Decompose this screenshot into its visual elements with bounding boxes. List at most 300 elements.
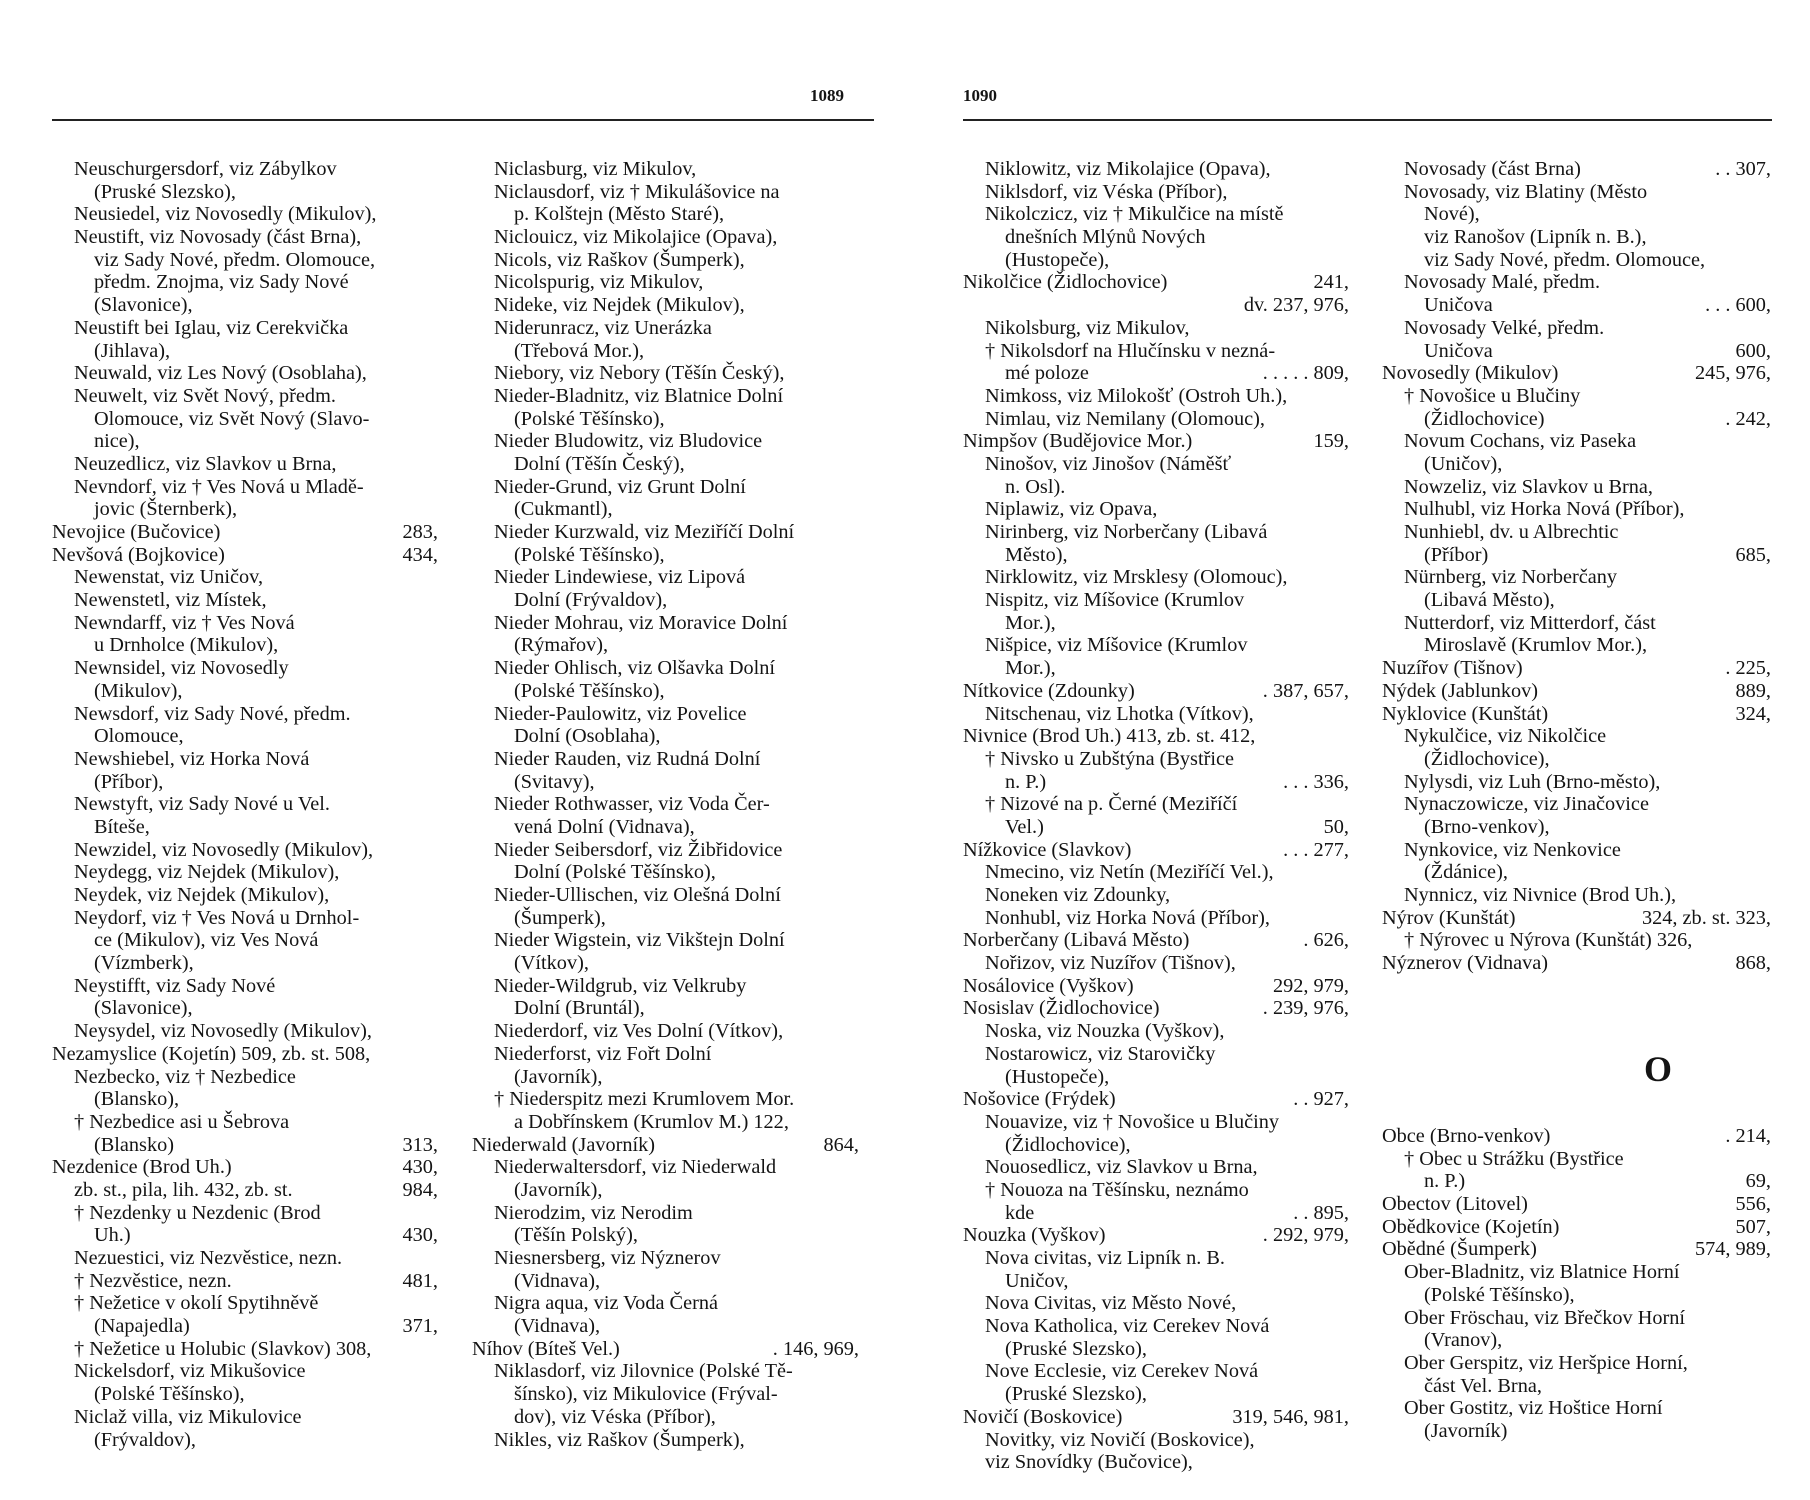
index-entry-line <box>1382 907 1771 930</box>
index-entry-line <box>963 226 1349 249</box>
index-entry-text: † Nezdenky u Nezdenic (Brod <box>74 1201 321 1224</box>
index-entry-line <box>52 453 438 476</box>
index-entry-line <box>1382 408 1771 431</box>
index-entry-line <box>963 703 1349 726</box>
index-entry-text: Neuwelt, viz Svět Nový, předm. <box>74 384 336 407</box>
index-entry-line <box>52 1020 438 1043</box>
index-entry-text: Nieder-Ullischen, viz Olešná Dolní <box>494 884 781 906</box>
index-entry-page-ref: 371, <box>402 1315 438 1338</box>
index-entry-line <box>1382 521 1771 544</box>
index-entry-text: Nimkoss, viz Milokošť (Ostroh Uh.), <box>985 384 1288 407</box>
index-entry-line <box>963 408 1349 431</box>
index-entry-line <box>52 1043 438 1066</box>
index-entry-page-ref: . 626, <box>1303 929 1349 952</box>
index-entry-text: Neysydel, viz Novosedly (Mikulov), <box>74 1020 372 1043</box>
index-entry-text: Newndarff, viz † Ves Nová <box>74 611 295 634</box>
index-entry-line <box>1382 1307 1771 1330</box>
index-entry-page-ref: 556, <box>1735 1193 1771 1216</box>
index-entry-line <box>52 249 438 272</box>
index-entry-text: Vel.) <box>1005 815 1044 838</box>
index-entry-text: Niclausdorf, viz † Mikulášovice na <box>494 180 780 203</box>
index-entry-line <box>472 1270 859 1293</box>
index-entry-text: Nowzeliz, viz Slavkov u Brna, <box>1404 475 1653 498</box>
index-entry-line <box>52 340 438 363</box>
index-entry-line <box>1382 317 1771 340</box>
index-entry-page-ref: 600, <box>1735 339 1771 362</box>
index-entry-line <box>472 1406 859 1429</box>
index-entry-text: (Polské Těšínsko), <box>514 407 665 430</box>
index-entry-text: Newenstetl, viz Místek, <box>74 589 267 612</box>
index-entry-text: † Nikolsdorf na Hlučínsku v nezná- <box>985 339 1276 362</box>
index-entry-line <box>963 1020 1349 1043</box>
index-entry-text: (Cukmantl), <box>514 498 613 521</box>
index-entry-page-ref: 889, <box>1735 679 1771 702</box>
index-entry-line <box>472 271 859 294</box>
index-entry-text: Nunhiebl, dv. u Albrechtic <box>1404 521 1619 543</box>
index-entry-text: Nieder Wigstein, viz Vikštejn Dolní <box>494 929 785 952</box>
index-entry-line <box>472 703 859 726</box>
index-entry-text: vená Dolní (Vidnava), <box>514 815 695 838</box>
index-entry-line <box>472 430 859 453</box>
index-entry-line <box>1382 793 1771 816</box>
index-entry-text: (Javorník), <box>514 1065 603 1088</box>
index-entry-page-ref: 50, <box>1323 815 1349 838</box>
index-entry-line <box>1382 1375 1771 1398</box>
index-entry-line <box>963 521 1349 544</box>
index-entry-line <box>472 1020 859 1043</box>
index-entry-text: Nispitz, viz Míšovice (Krumlov <box>985 589 1245 612</box>
index-entry-text: Nideke, viz Nejdek (Mikulov), <box>494 294 745 317</box>
index-entry-line <box>963 453 1349 476</box>
index-entry-text: (Slavonice), <box>94 997 193 1020</box>
index-entry-text: (Slavonice), <box>94 294 193 317</box>
index-entry-line <box>472 612 859 635</box>
index-entry-line <box>1382 226 1771 249</box>
index-entry-line <box>52 362 438 385</box>
index-entry-line <box>1382 294 1771 317</box>
index-entry-line <box>1382 861 1771 884</box>
index-entry-line <box>52 181 438 204</box>
index-entry-line <box>472 1088 859 1111</box>
index-entry-line <box>963 1338 1349 1361</box>
index-entry-text: kde <box>1005 1201 1035 1224</box>
index-entry-text: Nieder Rothwasser, viz Voda Čer- <box>494 793 770 816</box>
index-entry-line <box>1382 771 1771 794</box>
index-entry-line <box>1382 1216 1771 1239</box>
index-entry-line <box>52 861 438 884</box>
index-entry-text: Neystifft, viz Sady Nové <box>74 974 276 997</box>
index-entry-page-ref: dv. 237, 976, <box>1243 294 1349 317</box>
index-entry-line <box>472 498 859 521</box>
index-entry-text: Nyklovice (Kunštát) <box>1382 702 1549 725</box>
index-entry-page-ref: . . . . . 809, <box>1262 362 1349 385</box>
index-entry-line <box>472 1315 859 1338</box>
index-entry-text: † Novošice u Blučiny <box>1404 384 1581 407</box>
index-entry-line <box>472 453 859 476</box>
index-entry-text: Uničova <box>1424 294 1493 317</box>
index-entry-text: (Těšín Polský), <box>514 1224 638 1247</box>
index-entry-text: (Hustopeče), <box>1005 248 1110 271</box>
index-entry-line <box>472 1134 859 1157</box>
index-entry-line <box>472 385 859 408</box>
index-entry-text: Nieder Mohrau, viz Moravice Dolní <box>494 611 788 634</box>
index-entry-text: Norberčany (Libavá Město) <box>963 929 1190 952</box>
index-entry-text: Newzidel, viz Novosedly (Mikulov), <box>74 838 374 861</box>
index-entry-text: (Mikulov), <box>94 679 183 702</box>
index-entry-text: Nošovice (Frýdek) <box>963 1088 1116 1111</box>
index-entry-line <box>963 294 1349 317</box>
index-entry-text: Obce (Brno-venkov) <box>1382 1125 1551 1147</box>
index-entry-text: † Nezvěstice, nezn. <box>74 1269 232 1292</box>
index-entry-text: Dolní (Polské Těšínsko), <box>514 861 716 884</box>
index-entry-line <box>472 476 859 499</box>
index-entry-text: Nouosedlicz, viz Slavkov u Brna, <box>985 1156 1258 1179</box>
index-entry-text: Novičí (Boskovice) <box>963 1405 1123 1428</box>
index-entry-text: Nynaczowicze, viz Jinačovice <box>1404 793 1649 816</box>
index-entry-text: Nmecino, viz Netín (Meziříčí Vel.), <box>985 861 1274 884</box>
index-entry-line <box>52 1292 438 1315</box>
index-entry-text: Nieder-Bladnitz, viz Blatnice Dolní <box>494 384 784 407</box>
index-entry-line <box>963 362 1349 385</box>
index-entry-text: Nieder Ohlisch, viz Olšavka Dolní <box>494 657 776 680</box>
index-entry-text: Nevšová (Bojkovice) <box>52 543 225 566</box>
index-entry-line <box>472 1429 859 1452</box>
index-entry-text: (Příbor) <box>1424 543 1489 566</box>
index-entry-line <box>963 657 1349 680</box>
index-entry-page-ref: 292, 979, <box>1272 974 1349 997</box>
index-entry-text: † Niederspitz mezi Krumlovem Mor. <box>494 1088 795 1111</box>
index-entry-text: Newshiebel, viz Horka Nová <box>74 747 310 770</box>
index-entry-line <box>472 158 859 181</box>
index-entry-text: p. Kolštejn (Město Staré), <box>514 203 725 226</box>
index-entry-line <box>472 1043 859 1066</box>
index-entry-line <box>52 1338 438 1361</box>
index-entry-line <box>52 430 438 453</box>
index-entry-text: Nicolspurig, viz Mikulov, <box>494 271 704 294</box>
index-entry-line <box>52 1134 438 1157</box>
index-entry-line <box>52 589 438 612</box>
index-entry-text: Neustift, viz Novosady (část Brna), <box>74 226 362 249</box>
index-entry-text: Nitschenau, viz Lhotka (Vítkov), <box>985 702 1254 725</box>
index-entry-page-ref: 984, <box>402 1178 438 1201</box>
index-entry-line <box>52 1202 438 1225</box>
index-column-1 <box>52 158 438 1451</box>
index-entry-line <box>963 1134 1349 1157</box>
index-entry-line <box>1382 1238 1771 1261</box>
index-entry-line <box>472 203 859 226</box>
index-entry-text: (Svitavy), <box>514 770 595 793</box>
index-entry-text: † Nizové na p. Černé (Meziříčí <box>985 793 1238 816</box>
index-entry-line <box>1382 271 1771 294</box>
index-entry-text: Nivnice (Brod Uh.) 413, zb. st. 412, <box>963 725 1256 748</box>
index-entry-line <box>963 589 1349 612</box>
index-entry-text: Niclouicz, viz Mikolajice (Opava), <box>494 226 778 249</box>
index-entry-text: † Nýrovec u Nýrova (Kunštát) 326, <box>1404 929 1693 952</box>
index-entry-line <box>52 521 438 544</box>
index-entry-text: (Polské Těšínsko), <box>94 1383 245 1406</box>
header-rule-left <box>52 119 874 121</box>
index-entry-line <box>963 566 1349 589</box>
index-entry-line <box>1382 385 1771 408</box>
index-entry-text: n. P.) <box>1424 1170 1466 1193</box>
index-entry-line <box>472 793 859 816</box>
index-entry-line <box>52 1066 438 1089</box>
index-entry-page-ref: 245, 976, <box>1694 362 1771 385</box>
index-entry-text: Nezdenice (Brod Uh.) <box>52 1156 232 1179</box>
index-entry-text: Nítkovice (Zdounky) <box>963 679 1135 702</box>
index-entry-text: Nürnberg, viz Norberčany <box>1404 566 1618 589</box>
index-entry-line <box>963 1383 1349 1406</box>
index-entry-text: Nierodzim, viz Nerodim <box>494 1201 693 1224</box>
index-entry-text: Nova Civitas, viz Město Nové, <box>985 1292 1237 1315</box>
index-entry-line <box>1382 453 1771 476</box>
index-entry-text: Niederwaltersdorf, viz Niederwald <box>494 1156 777 1179</box>
index-entry-text: Nýznerov (Vidnava) <box>1382 952 1549 975</box>
index-entry-text: Novum Cochans, viz Paseka <box>1404 430 1637 453</box>
index-entry-line <box>52 498 438 521</box>
index-entry-text: Newsdorf, viz Sady Nové, předm. <box>74 702 351 725</box>
index-entry-text: Nove Ecclesie, viz Cerekev Nová <box>985 1360 1259 1383</box>
index-entry-text: Niplawiz, viz Opava, <box>985 498 1158 521</box>
index-entry-text: Nýrov (Kunštát) <box>1382 906 1516 929</box>
index-entry-line <box>472 816 859 839</box>
index-entry-text: (Vítkov), <box>514 952 589 975</box>
index-entry-text: Niclaž villa, viz Mikulovice <box>74 1405 302 1428</box>
index-entry-text: Nieder-Grund, viz Grunt Dolní <box>494 475 746 498</box>
index-entry-page-ref: 313, <box>402 1133 438 1156</box>
index-entry-line <box>1382 1420 1771 1443</box>
index-entry-text: Nieder-Wildgrub, viz Velkruby <box>494 974 747 997</box>
index-entry-text: viz Sady Nové, předm. Olomouce, <box>1424 248 1706 271</box>
index-entry-line <box>52 612 438 635</box>
index-entry-text: (Pruské Slezsko), <box>1005 1383 1147 1406</box>
index-entry-line <box>963 1429 1349 1452</box>
index-entry-line <box>1382 1261 1771 1284</box>
index-entry-line <box>52 158 438 181</box>
index-entry-text: Nieder Rauden, viz Rudná Dolní <box>494 747 761 770</box>
index-entry-text: Niderunracz, viz Unerázka <box>494 316 712 339</box>
index-entry-text: (Pruské Slezsko), <box>94 180 236 203</box>
index-entry-line <box>472 1111 859 1134</box>
index-entry-line <box>472 907 859 930</box>
index-entry-text: Ober Gostitz, viz Hoštice Horní <box>1404 1397 1663 1420</box>
index-entry-text: Nicols, viz Raškov (Šumperk), <box>494 248 745 271</box>
index-entry-line <box>1382 952 1771 975</box>
index-entry-line <box>963 1270 1349 1293</box>
index-entry-text: (Hustopeče), <box>1005 1065 1110 1088</box>
index-entry-text: Nutterdorf, viz Mitterdorf, část <box>1404 611 1656 634</box>
index-column-3 <box>963 158 1349 1474</box>
index-entry-line <box>52 680 438 703</box>
index-entry-text: Obědkovice (Kojetín) <box>1382 1215 1560 1238</box>
index-entry-line <box>52 793 438 816</box>
index-entry-page-ref: . . . 277, <box>1283 838 1349 861</box>
index-entry-page-ref: 283, <box>402 521 438 543</box>
index-entry-text: Níhov (Bíteš Vel.) <box>472 1337 620 1360</box>
index-column-4-section-o <box>1382 1125 1771 1443</box>
index-entry-line <box>963 725 1349 748</box>
index-entry-line <box>472 929 859 952</box>
index-entry-text: (Vízmberk), <box>94 952 194 975</box>
index-entry-line <box>1382 181 1771 204</box>
index-entry-text: Nynkovice, viz Nenkovice <box>1404 838 1621 861</box>
index-entry-text: Obědné (Šumperk) <box>1382 1238 1537 1261</box>
index-entry-text: Noneken viz Zdounky, <box>985 884 1171 906</box>
index-entry-page-ref: 159, <box>1313 430 1349 453</box>
index-entry-line <box>52 952 438 975</box>
index-entry-line <box>963 1111 1349 1134</box>
index-entry-line <box>1382 748 1771 771</box>
index-entry-text: dnešních Mlýnů Nových <box>1005 226 1206 249</box>
index-entry-text: viz Sady Nové, předm. Olomouce, <box>94 248 376 271</box>
index-entry-text: Bíteše, <box>94 815 150 838</box>
index-entry-text: Nimpšov (Budějovice Mor.) <box>963 430 1193 453</box>
index-entry-text: Niklsdorf, viz Véska (Příbor), <box>985 180 1228 203</box>
index-entry-line <box>52 839 438 862</box>
index-entry-line <box>472 181 859 204</box>
index-entry-line <box>1382 612 1771 635</box>
index-entry-page-ref: 430, <box>402 1156 438 1179</box>
index-entry-text: Newenstat, viz Uničov, <box>74 566 264 589</box>
index-entry-text: Nieder-Paulowitz, viz Povelice <box>494 702 747 725</box>
index-entry-line <box>52 1270 438 1293</box>
index-entry-line <box>472 317 859 340</box>
index-entry-text: Nosálovice (Vyškov) <box>963 974 1134 997</box>
index-entry-text: Nořizov, viz Nuzířov (Tišnov), <box>985 952 1236 975</box>
index-entry-line <box>472 1383 859 1406</box>
index-entry-text: Niesnersberg, viz Nýznerov <box>494 1247 721 1269</box>
index-entry-line <box>52 566 438 589</box>
index-entry-line <box>1382 158 1771 181</box>
index-entry-text: (Blansko), <box>94 1088 180 1111</box>
index-entry-text: Nezamyslice (Kojetín) 509, zb. st. 508, <box>52 1042 371 1065</box>
index-entry-line <box>52 1247 438 1270</box>
index-entry-text: Dolní (Frývaldov), <box>514 589 668 612</box>
index-entry-line <box>1382 566 1771 589</box>
index-entry-line <box>963 748 1349 771</box>
index-entry-text: ce (Mikulov), viz Ves Nová <box>94 929 319 952</box>
index-entry-line <box>472 1202 859 1225</box>
index-entry-line <box>963 1360 1349 1383</box>
index-entry-line <box>963 952 1349 975</box>
index-entry-page-ref: 685, <box>1735 543 1771 566</box>
index-entry-line <box>472 952 859 975</box>
index-entry-line <box>472 975 859 998</box>
index-entry-line <box>472 997 859 1020</box>
index-entry-text: Niklasdorf, viz Jilovnice (Polské Tě- <box>494 1360 793 1383</box>
index-entry-page-ref: 481, <box>402 1269 438 1292</box>
index-entry-text: (Vranov), <box>1424 1329 1503 1352</box>
index-entry-text: † Nežetice v okolí Spytihněvě <box>74 1292 319 1315</box>
index-entry-line <box>1382 362 1771 385</box>
index-entry-text: (Příbor), <box>94 770 164 793</box>
index-entry-line <box>472 362 859 385</box>
index-entry-text: Nimlau, viz Nemilany (Olomouc), <box>985 407 1265 430</box>
index-entry-line <box>472 680 859 703</box>
index-entry-page-ref: . . 895, <box>1293 1201 1349 1224</box>
index-entry-line <box>963 975 1349 998</box>
index-entry-line <box>1382 680 1771 703</box>
index-entry-page-ref: 434, <box>402 543 438 566</box>
index-entry-page-ref: . 214, <box>1725 1125 1771 1147</box>
index-entry-line <box>52 294 438 317</box>
page-number-right: 1090 <box>963 86 997 105</box>
index-entry-text: Nykulčice, viz Nikolčice <box>1404 725 1607 748</box>
index-entry-line <box>472 1224 859 1247</box>
index-entry-line <box>472 634 859 657</box>
index-entry-line <box>1382 725 1771 748</box>
index-entry-text: Neusiedel, viz Novosedly (Mikulov), <box>74 203 377 226</box>
index-entry-line <box>52 975 438 998</box>
index-entry-line <box>472 521 859 544</box>
index-entry-line <box>963 317 1349 340</box>
index-entry-text: Noska, viz Nouzka (Vyškov), <box>985 1020 1225 1043</box>
index-column-4 <box>1382 158 1771 975</box>
index-entry-text: (Vidnava), <box>514 1315 601 1338</box>
index-entry-text: Nové), <box>1424 203 1480 226</box>
index-entry-text: šínsko), viz Mikulovice (Frýval- <box>514 1383 778 1406</box>
index-entry-page-ref: . 387, 657, <box>1262 679 1349 702</box>
index-entry-text: † Nezbedice asi u Šebrova <box>74 1110 290 1133</box>
index-entry-line <box>52 748 438 771</box>
index-entry-line <box>1382 1329 1771 1352</box>
index-entry-line <box>963 861 1349 884</box>
index-entry-line <box>52 476 438 499</box>
index-entry-text: Neuzedlicz, viz Slavkov u Brna, <box>74 452 337 475</box>
index-entry-line <box>52 1179 438 1202</box>
index-entry-line <box>1382 544 1771 567</box>
index-entry-text: Dolní (Bruntál), <box>514 997 645 1020</box>
index-entry-line <box>963 816 1349 839</box>
index-entry-line <box>963 1202 1349 1225</box>
index-entry-line <box>1382 929 1771 952</box>
index-entry-page-ref: . 292, 979, <box>1262 1224 1349 1247</box>
index-entry-page-ref: 324, <box>1735 702 1771 725</box>
index-entry-line <box>963 430 1349 453</box>
index-entry-page-ref: 241, <box>1313 271 1349 294</box>
index-entry-text: Nieder Lindewiese, viz Lipová <box>494 566 746 589</box>
index-entry-text: Neydek, viz Nejdek (Mikulov), <box>74 884 330 906</box>
index-entry-text: Niebory, viz Nebory (Těšín Český), <box>494 362 785 385</box>
index-entry-text: (Rýmařov), <box>514 634 609 657</box>
index-entry-text: Nova Katholica, viz Cerekev Nová <box>985 1315 1270 1338</box>
index-entry-line <box>472 226 859 249</box>
index-entry-text: Novosady, viz Blatiny (Město <box>1404 180 1648 203</box>
index-entry-line <box>1382 884 1771 907</box>
index-entry-line <box>52 997 438 1020</box>
index-entry-text: Nostarowicz, viz Starovičky <box>985 1042 1216 1065</box>
index-entry-page-ref: 574, 989, <box>1694 1238 1771 1261</box>
index-entry-line <box>963 997 1349 1020</box>
index-entry-text: Nikolsburg, viz Mikulov, <box>985 316 1190 339</box>
index-entry-text: Obectov (Litovel) <box>1382 1193 1528 1216</box>
index-entry-line <box>52 1383 438 1406</box>
index-entry-line <box>52 1156 438 1179</box>
index-entry-text: Dolní (Osoblaha), <box>514 725 661 748</box>
index-entry-line <box>963 929 1349 952</box>
index-entry-line <box>963 385 1349 408</box>
index-entry-text: Nieder Seibersdorf, viz Žibřidovice <box>494 838 783 861</box>
index-entry-text: Uh.) <box>94 1224 131 1247</box>
index-entry-line <box>963 680 1349 703</box>
index-entry-line <box>963 181 1349 204</box>
index-entry-text: (Polské Těšínsko), <box>514 679 665 702</box>
index-entry-line <box>963 612 1349 635</box>
index-entry-line <box>1382 1397 1771 1420</box>
index-entry-line <box>52 271 438 294</box>
index-entry-line <box>1382 1193 1771 1216</box>
index-entry-line <box>472 748 859 771</box>
